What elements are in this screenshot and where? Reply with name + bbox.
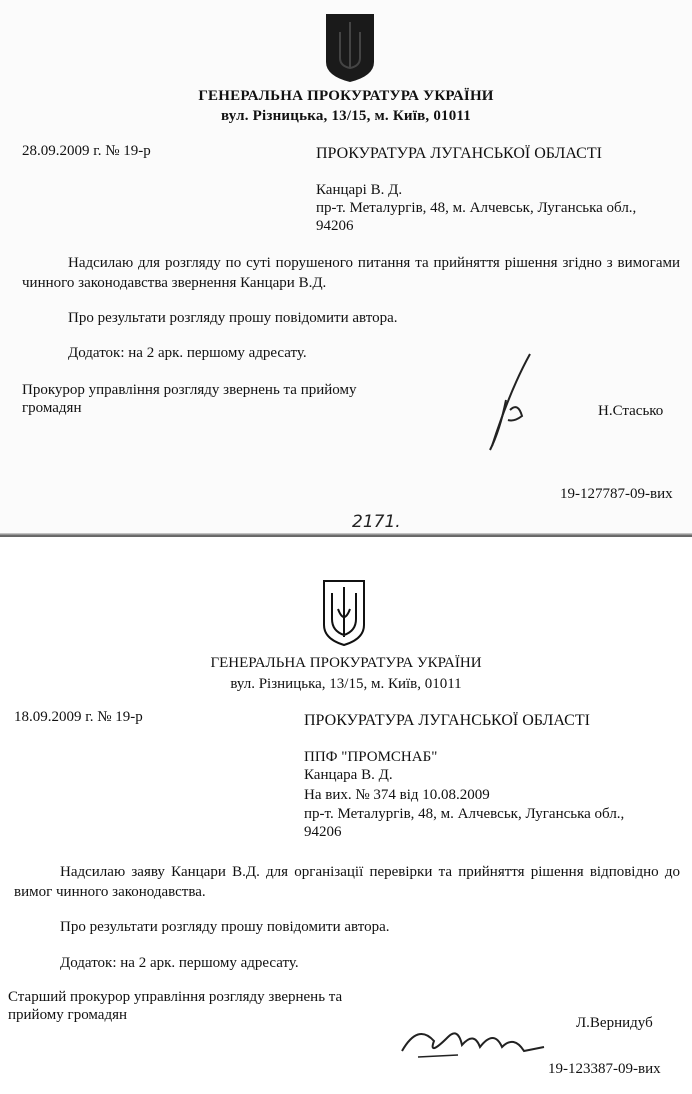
attachment-line: Додаток: на 2 арк. першому адресату.	[60, 955, 299, 971]
signer-title: Старший прокурор управління розгляду звернень та	[8, 989, 343, 1005]
signature-mark	[398, 1017, 548, 1067]
recipient-line: ППФ "ПРОМСНАБ"	[304, 749, 438, 765]
recipient-line: пр-т. Металургів, 48, м. Алчевськ, Луганська обл.,	[304, 806, 625, 822]
signature-mark	[470, 350, 550, 460]
organization-name: ГЕНЕРАЛЬНА ПРОКУРАТУРА УКРАЇНИ	[198, 88, 494, 104]
recipient-line: пр-т. Металургів, 48, м. Алчевськ, Луганська обл.,	[316, 200, 637, 216]
date-number: 18.09.2009 г. № 19-р	[14, 709, 143, 725]
outgoing-number: 19-123387-09-вих	[548, 1061, 661, 1077]
letter-2	[0, 537, 692, 1094]
organization-address: вул. Різницька, 13/15, м. Київ, 01011	[220, 108, 471, 124]
addressee: ПРОКУРАТУРА ЛУГАНСЬКОЇ ОБЛАСТІ	[304, 712, 590, 729]
addressee: ПРОКУРАТУРА ЛУГАНСЬКОЇ ОБЛАСТІ	[316, 145, 602, 162]
trident-emblem-icon	[322, 579, 366, 647]
letter-1	[0, 0, 692, 536]
signer-title: громадян	[22, 400, 82, 416]
outgoing-number: 19-127787-09-вих	[560, 486, 673, 502]
handwritten-note: 2171.	[352, 512, 401, 532]
body-paragraph: Надсилаю для розгляду по суті порушеного питання та прийняття рішення згідно з вимогами чинного законодавства звернення Канцари В.Д.	[22, 255, 680, 291]
recipient-line: 94206	[316, 218, 354, 234]
organization-address: вул. Різницька, 13/15, м. Київ, 01011	[230, 676, 462, 692]
request-line: Про результати розгляду прошу повідомити автора.	[60, 919, 390, 935]
recipient-line: Канцара В. Д.	[304, 767, 393, 783]
signer-title: Прокурор управління розгляду звернень та прийому	[22, 382, 357, 398]
recipient-line: 94206	[304, 824, 342, 840]
attachment-line: Додаток: на 2 арк. першому адресату.	[68, 345, 307, 361]
signer-name: Л.Вернидуб	[576, 1015, 653, 1031]
body-paragraph: Надсилаю заяву Канцари В.Д. для організації перевірки та прийняття рішення відповідно до вимог чинного законодавства.	[14, 864, 680, 900]
signer-title: прийому громадян	[8, 1007, 128, 1023]
signer-name: Н.Стасько	[598, 403, 664, 419]
emblem-shield-icon	[324, 12, 376, 84]
request-line: Про результати розгляду прошу повідомити автора.	[68, 310, 398, 326]
date-number: 28.09.2009 г. № 19-р	[22, 143, 151, 159]
organization-name: ГЕНЕРАЛЬНА ПРОКУРАТУРА УКРАЇНИ	[210, 655, 482, 671]
recipient-line: На вих. № 374 від 10.08.2009	[304, 787, 490, 803]
recipient-line: Канцарі В. Д.	[316, 182, 403, 198]
